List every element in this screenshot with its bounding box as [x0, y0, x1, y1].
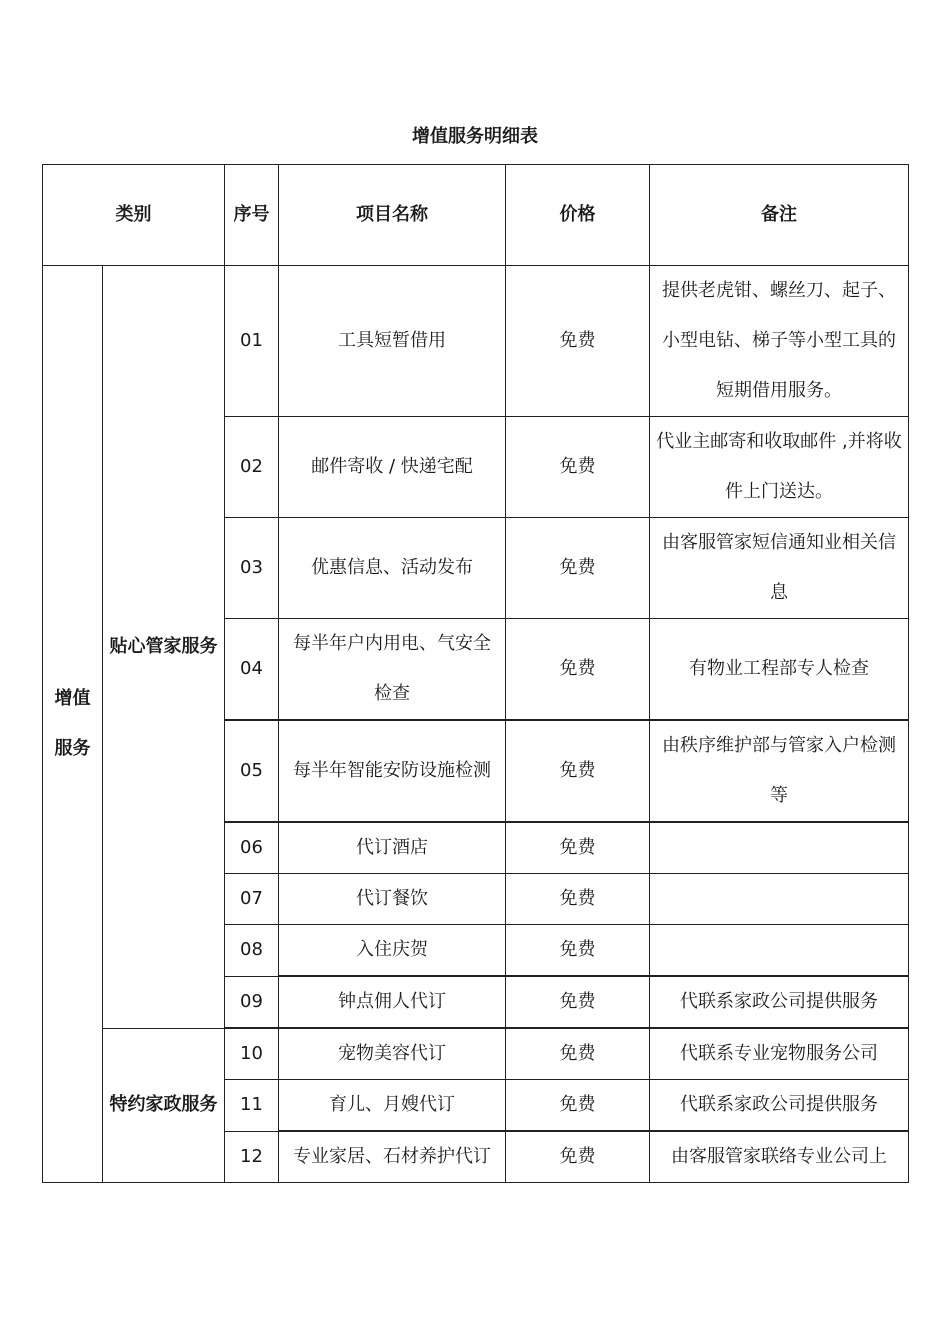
row-note: 由客服管家短信通知业相关信息 [650, 518, 909, 619]
row-item: 代订餐饮 [279, 874, 506, 925]
row-item: 专业家居、石材养护代订 [279, 1131, 506, 1183]
row-price: 免费 [506, 1028, 650, 1080]
row-note: 代联系家政公司提供服务 [650, 976, 909, 1028]
service-table [42, 164, 909, 1183]
header-seq: 序号 [225, 165, 279, 266]
row-price: 免费 [506, 976, 650, 1028]
row-note: 代联系家政公司提供服务 [650, 1080, 909, 1132]
row-price: 免费 [506, 874, 650, 925]
row-item: 育儿、月嫂代订 [279, 1080, 506, 1132]
row-price: 免费 [506, 619, 650, 721]
sub-category: 特约家政服务 [103, 1028, 225, 1183]
row-seq: 01 [225, 266, 279, 417]
row-item: 工具短暂借用 [279, 266, 506, 417]
row-note: 由秩序维护部与管家入户检测等 [650, 720, 909, 822]
row-item: 代订酒店 [279, 822, 506, 874]
table-row [43, 266, 909, 417]
row-price: 免费 [506, 1080, 650, 1132]
row-item: 钟点佣人代订 [279, 976, 506, 1028]
row-seq: 05 [225, 720, 279, 822]
row-seq: 06 [225, 822, 279, 874]
row-seq: 03 [225, 518, 279, 619]
row-seq: 08 [225, 925, 279, 977]
row-item: 优惠信息、活动发布 [279, 518, 506, 619]
row-price: 免费 [506, 266, 650, 417]
top-category: 增值服务 [43, 266, 103, 1183]
row-note: 由客服管家联络专业公司上 [650, 1131, 909, 1183]
row-note: 代业主邮寄和收取邮件 ,并将收件上门送达。 [650, 417, 909, 518]
row-note [650, 822, 909, 874]
row-seq: 11 [225, 1080, 279, 1132]
row-item: 每半年智能安防设施检测 [279, 720, 506, 822]
row-price: 免费 [506, 720, 650, 822]
row-item: 宠物美容代订 [279, 1028, 506, 1080]
page-title: 增值服务明细表 [412, 126, 538, 147]
row-note [650, 874, 909, 925]
row-seq: 02 [225, 417, 279, 518]
row-note [650, 925, 909, 977]
sub-category: 贴心管家服务 [103, 266, 225, 1029]
header-item: 项目名称 [279, 165, 506, 266]
row-item: 入住庆贺 [279, 925, 506, 977]
row-price: 免费 [506, 822, 650, 874]
row-seq: 04 [225, 619, 279, 721]
header-category: 类别 [43, 165, 225, 266]
row-item: 每半年户内用电、气安全检查 [279, 619, 506, 721]
header-row [43, 165, 909, 266]
row-price: 免费 [506, 417, 650, 518]
row-seq: 12 [225, 1131, 279, 1183]
row-price: 免费 [506, 925, 650, 977]
row-note: 有物业工程部专人检查 [650, 619, 909, 721]
row-item: 邮件寄收 / 快递宅配 [279, 417, 506, 518]
row-note: 提供老虎钳、螺丝刀、起子、小型电钻、梯子等小型工具的短期借用服务。 [650, 266, 909, 417]
row-price: 免费 [506, 518, 650, 619]
row-note: 代联系专业宠物服务公司 [650, 1028, 909, 1080]
row-seq: 10 [225, 1028, 279, 1080]
row-seq: 07 [225, 874, 279, 925]
header-price: 价格 [506, 165, 650, 266]
row-seq: 09 [225, 976, 279, 1028]
table-row [43, 1028, 909, 1080]
row-price: 免费 [506, 1131, 650, 1183]
header-note: 备注 [650, 165, 909, 266]
